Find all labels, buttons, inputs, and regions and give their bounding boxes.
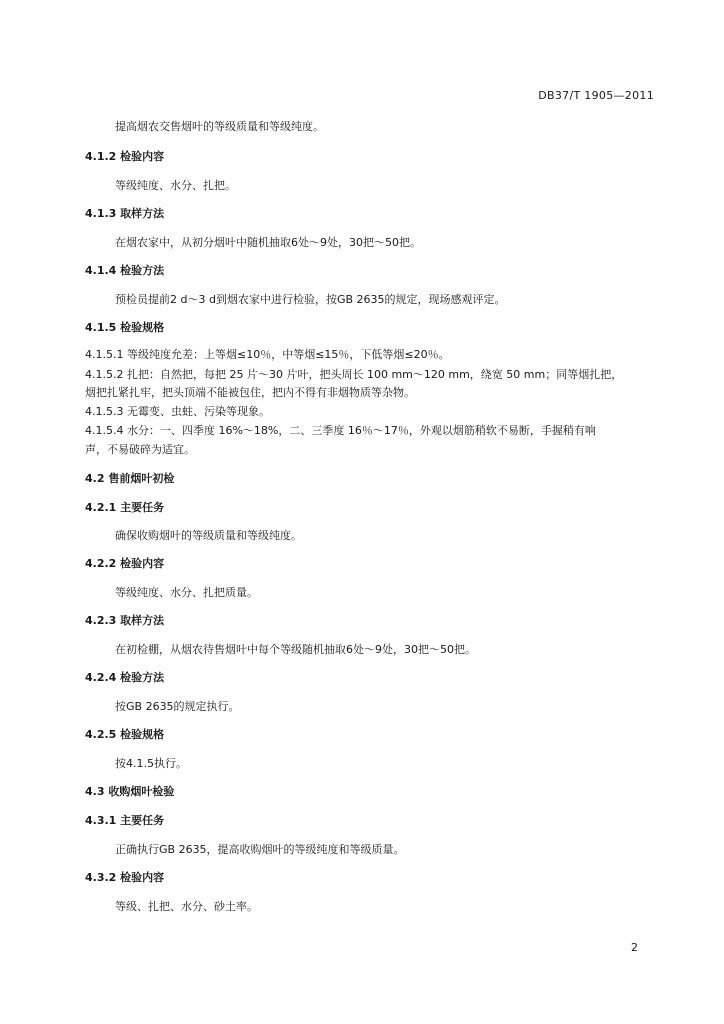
clause: 4.1.5.3 无霉变、虫蛀、污染等现象。 bbox=[85, 405, 270, 418]
section-heading: 4.2.5 检验规格 bbox=[85, 728, 165, 741]
page-number: 2 bbox=[631, 941, 638, 954]
clause-continuation: 声，不易破碎为适宜。 bbox=[85, 443, 195, 456]
section-heading: 4.1.4 检验方法 bbox=[85, 264, 165, 277]
section-heading: 4.2.4 检验方法 bbox=[85, 671, 165, 684]
paragraph: 正确执行GB 2635，提高收购烟叶的等级纯度和等级质量。 bbox=[115, 843, 405, 856]
section-heading: 4.2.1 主要任务 bbox=[85, 501, 165, 514]
section-heading: 4.2 售前烟叶初检 bbox=[85, 472, 175, 485]
paragraph: 按4.1.5执行。 bbox=[115, 757, 187, 770]
clause: 4.1.5.2 扎把：自然把，每把 25 片～30 片叶，把头周长 100 mm～120 mm，绕宽 50 mm；同等烟扎把， bbox=[85, 368, 623, 381]
paragraph: 预检员提前2 d～3 d到烟农家中进行检验，按GB 2635的规定，现场感观评定。 bbox=[115, 293, 506, 306]
clause-continuation: 烟把扎紧扎牢，把头顶端不能被包住，把内不得有非烟物质等杂物。 bbox=[85, 386, 415, 399]
section-heading: 4.1.2 检验内容 bbox=[85, 150, 165, 163]
section-heading: 4.2.3 取样方法 bbox=[85, 614, 165, 627]
paragraph: 等级、扎把、水分、砂土率。 bbox=[115, 900, 258, 913]
paragraph: 等级纯度、水分、扎把质量。 bbox=[115, 586, 258, 599]
section-heading: 4.2.2 检验内容 bbox=[85, 557, 165, 570]
clause: 4.1.5.1 等级纯度允差：上等烟≤10％，中等烟≤15％，下低等烟≤20％。 bbox=[85, 348, 450, 361]
section-heading: 4.3.1 主要任务 bbox=[85, 814, 165, 827]
paragraph: 在初检棚，从烟农待售烟叶中每个等级随机抽取6处～9处，30把～50把。 bbox=[115, 643, 476, 656]
paragraph: 确保收购烟叶的等级质量和等级纯度。 bbox=[115, 529, 302, 542]
section-heading: 4.3.2 检验内容 bbox=[85, 871, 165, 884]
document-code: DB37/T 1905—2011 bbox=[538, 89, 654, 102]
paragraph: 等级纯度、水分、扎把。 bbox=[115, 179, 236, 192]
section-heading: 4.1.3 取样方法 bbox=[85, 207, 165, 220]
section-heading: 4.3 收购烟叶检验 bbox=[85, 785, 175, 798]
clause: 4.1.5.4 水分：一、四季度 16%～18%，二、三季度 16％～17％，外观以烟筋稍软不易断，手握稍有响 bbox=[85, 424, 596, 437]
paragraph: 提高烟农交售烟叶的等级质量和等级纯度。 bbox=[115, 120, 324, 133]
paragraph: 在烟农家中，从初分烟叶中随机抽取6处～9处，30把～50把。 bbox=[115, 236, 421, 249]
paragraph: 按GB 2635的规定执行。 bbox=[115, 700, 240, 713]
section-heading: 4.1.5 检验规格 bbox=[85, 321, 165, 334]
